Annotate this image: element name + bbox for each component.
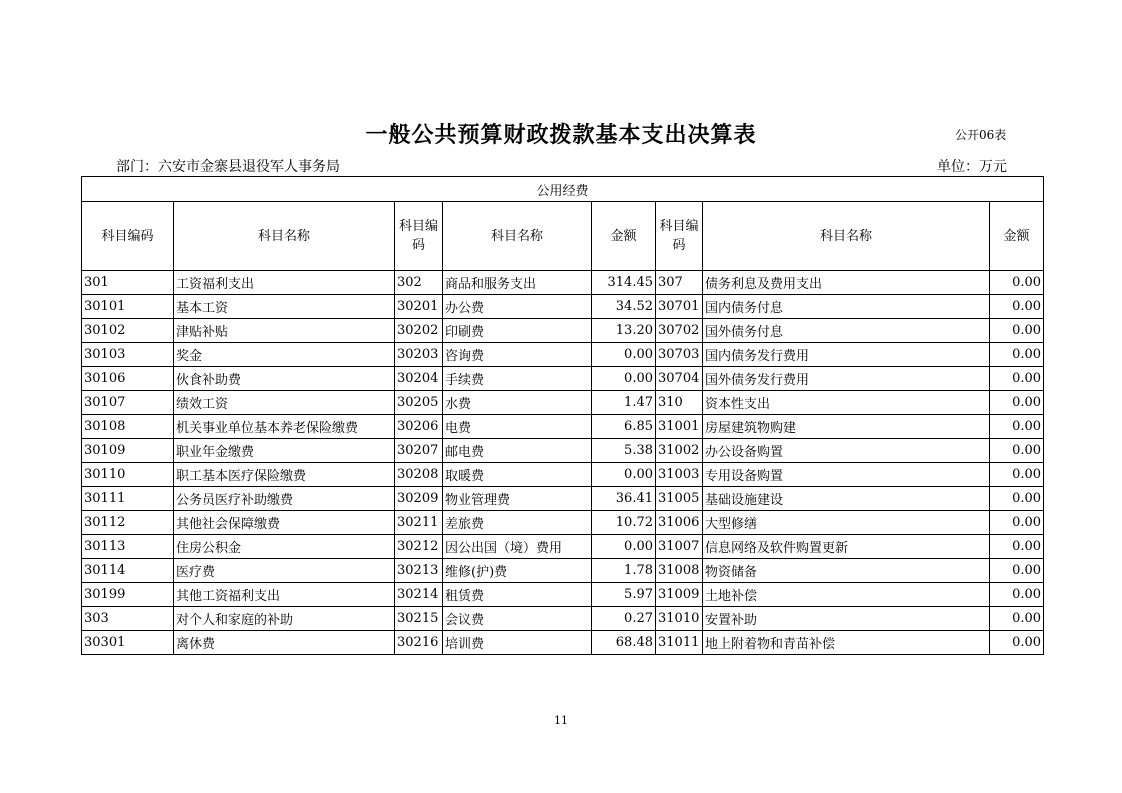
cell-code-1: 30301 bbox=[82, 631, 174, 655]
cell-name-3: 办公设备购置 bbox=[703, 439, 990, 463]
cell-name-1: 工资福利支出 bbox=[174, 271, 395, 295]
cell-name-3: 国外债务发行费用 bbox=[703, 367, 990, 391]
cell-name-3: 基础设施建设 bbox=[703, 487, 990, 511]
table-row bbox=[82, 295, 1044, 319]
table-body bbox=[82, 177, 1044, 655]
cell-name-3: 土地补偿 bbox=[703, 583, 990, 607]
cell-code-3: 31003 bbox=[656, 463, 703, 487]
cell-name-1: 机关事业单位基本养老保险缴费 bbox=[174, 415, 395, 439]
cell-name-3: 资本性支出 bbox=[703, 391, 990, 415]
cell-code-3: 30703 bbox=[656, 343, 703, 367]
cell-name-1: 职工基本医疗保险缴费 bbox=[174, 463, 395, 487]
cell-code-2: 302 bbox=[395, 271, 443, 295]
cell-amount-2: 5.38 bbox=[592, 439, 656, 463]
cell-code-2: 30215 bbox=[395, 607, 443, 631]
cell-name-2: 取暖费 bbox=[443, 463, 592, 487]
cell-amount-2: 13.20 bbox=[592, 319, 656, 343]
col-header-amount-2: 金额 bbox=[592, 202, 656, 271]
cell-name-1: 绩效工资 bbox=[174, 391, 395, 415]
cell-name-1: 职业年金缴费 bbox=[174, 439, 395, 463]
table-row bbox=[82, 391, 1044, 415]
cell-amount-3: 0.00 bbox=[990, 295, 1044, 319]
cell-code-2: 30216 bbox=[395, 631, 443, 655]
form-number: 公开06表 bbox=[955, 128, 1007, 142]
page-number: 11 bbox=[554, 714, 568, 727]
cell-code-1: 30108 bbox=[82, 415, 174, 439]
cell-name-3: 物资储备 bbox=[703, 559, 990, 583]
table-row bbox=[82, 487, 1044, 511]
cell-name-3: 地上附着物和青苗补偿 bbox=[703, 631, 990, 655]
cell-amount-3: 0.00 bbox=[990, 607, 1044, 631]
cell-name-1: 离休费 bbox=[174, 631, 395, 655]
cell-amount-2: 1.78 bbox=[592, 559, 656, 583]
cell-amount-3: 0.00 bbox=[990, 631, 1044, 655]
cell-code-2: 30205 bbox=[395, 391, 443, 415]
cell-code-3: 30704 bbox=[656, 367, 703, 391]
cell-code-2: 30203 bbox=[395, 343, 443, 367]
cell-code-3: 30701 bbox=[656, 295, 703, 319]
table-row bbox=[82, 367, 1044, 391]
cell-name-2: 水费 bbox=[443, 391, 592, 415]
report-title: 一般公共预算财政拨款基本支出决算表 bbox=[365, 122, 757, 148]
cell-name-1: 基本工资 bbox=[174, 295, 395, 319]
cell-name-2: 商品和服务支出 bbox=[443, 271, 592, 295]
table-row bbox=[82, 535, 1044, 559]
cell-amount-3: 0.00 bbox=[990, 415, 1044, 439]
table-row bbox=[82, 271, 1044, 295]
cell-amount-2: 0.00 bbox=[592, 367, 656, 391]
cell-code-2: 30212 bbox=[395, 535, 443, 559]
table-row bbox=[82, 559, 1044, 583]
cell-name-3: 债务利息及费用支出 bbox=[703, 271, 990, 295]
cell-name-3: 安置补助 bbox=[703, 607, 990, 631]
cell-amount-2: 0.00 bbox=[592, 343, 656, 367]
cell-amount-3: 0.00 bbox=[990, 487, 1044, 511]
cell-code-2: 30211 bbox=[395, 511, 443, 535]
cell-amount-3: 0.00 bbox=[990, 391, 1044, 415]
cell-amount-3: 0.00 bbox=[990, 463, 1044, 487]
cell-name-3: 国内债务发行费用 bbox=[703, 343, 990, 367]
cell-name-1: 其他工资福利支出 bbox=[174, 583, 395, 607]
group-label: 公用经费 bbox=[82, 177, 1044, 202]
cell-amount-2: 5.97 bbox=[592, 583, 656, 607]
cell-name-2: 培训费 bbox=[443, 631, 592, 655]
cell-code-1: 30110 bbox=[82, 463, 174, 487]
cell-code-1: 30111 bbox=[82, 487, 174, 511]
cell-amount-3: 0.00 bbox=[990, 535, 1044, 559]
table-row bbox=[82, 463, 1044, 487]
cell-code-1: 30112 bbox=[82, 511, 174, 535]
cell-name-1: 奖金 bbox=[174, 343, 395, 367]
cell-code-1: 301 bbox=[82, 271, 174, 295]
cell-code-1: 30107 bbox=[82, 391, 174, 415]
table-row bbox=[82, 439, 1044, 463]
cell-amount-2: 0.00 bbox=[592, 463, 656, 487]
cell-name-1: 住房公积金 bbox=[174, 535, 395, 559]
cell-code-3: 31007 bbox=[656, 535, 703, 559]
cell-code-3: 31001 bbox=[656, 415, 703, 439]
cell-name-1: 其他社会保障缴费 bbox=[174, 511, 395, 535]
col-header-code-1: 科目编码 bbox=[82, 202, 174, 271]
cell-amount-2: 34.52 bbox=[592, 295, 656, 319]
cell-code-2: 30201 bbox=[395, 295, 443, 319]
department-label: 部门：六安市金寨县退役军人事务局 bbox=[116, 159, 340, 175]
cell-code-1: 30109 bbox=[82, 439, 174, 463]
cell-amount-2: 10.72 bbox=[592, 511, 656, 535]
cell-name-2: 租赁费 bbox=[443, 583, 592, 607]
cell-amount-3: 0.00 bbox=[990, 319, 1044, 343]
cell-name-2: 咨询费 bbox=[443, 343, 592, 367]
cell-amount-3: 0.00 bbox=[990, 439, 1044, 463]
cell-code-3: 31008 bbox=[656, 559, 703, 583]
expenditure-table bbox=[81, 176, 1044, 655]
cell-name-2: 因公出国（境）费用 bbox=[443, 535, 592, 559]
cell-code-2: 30214 bbox=[395, 583, 443, 607]
cell-name-1: 伙食补助费 bbox=[174, 367, 395, 391]
cell-name-3: 国外债务付息 bbox=[703, 319, 990, 343]
cell-code-1: 30199 bbox=[82, 583, 174, 607]
cell-code-3: 31002 bbox=[656, 439, 703, 463]
table-row bbox=[82, 319, 1044, 343]
cell-name-3: 大型修缮 bbox=[703, 511, 990, 535]
cell-code-3: 31005 bbox=[656, 487, 703, 511]
cell-code-1: 30103 bbox=[82, 343, 174, 367]
cell-code-3: 31006 bbox=[656, 511, 703, 535]
cell-name-2: 差旅费 bbox=[443, 511, 592, 535]
cell-code-2: 30202 bbox=[395, 319, 443, 343]
cell-amount-2: 1.47 bbox=[592, 391, 656, 415]
cell-code-1: 30114 bbox=[82, 559, 174, 583]
col-header-amount-3: 金额 bbox=[990, 202, 1044, 271]
col-header-code-3: 科目编码 bbox=[656, 202, 703, 271]
table-row bbox=[82, 415, 1044, 439]
cell-amount-2: 314.45 bbox=[592, 271, 656, 295]
cell-amount-2: 0.00 bbox=[592, 535, 656, 559]
group-header-row bbox=[82, 177, 1044, 202]
cell-amount-3: 0.00 bbox=[990, 271, 1044, 295]
cell-amount-3: 0.00 bbox=[990, 367, 1044, 391]
cell-name-2: 物业管理费 bbox=[443, 487, 592, 511]
cell-amount-3: 0.00 bbox=[990, 511, 1044, 535]
cell-amount-3: 0.00 bbox=[990, 343, 1044, 367]
cell-code-2: 30207 bbox=[395, 439, 443, 463]
cell-name-2: 维修(护)费 bbox=[443, 559, 592, 583]
cell-code-2: 30204 bbox=[395, 367, 443, 391]
cell-name-2: 办公费 bbox=[443, 295, 592, 319]
cell-code-1: 30106 bbox=[82, 367, 174, 391]
cell-name-1: 津贴补贴 bbox=[174, 319, 395, 343]
cell-name-2: 手续费 bbox=[443, 367, 592, 391]
cell-name-3: 国内债务付息 bbox=[703, 295, 990, 319]
table-row bbox=[82, 583, 1044, 607]
cell-name-3: 房屋建筑物购建 bbox=[703, 415, 990, 439]
cell-code-2: 30206 bbox=[395, 415, 443, 439]
col-header-code-2: 科目编码 bbox=[395, 202, 443, 271]
cell-amount-3: 0.00 bbox=[990, 559, 1044, 583]
col-header-name-2: 科目名称 bbox=[443, 202, 592, 271]
cell-amount-2: 36.41 bbox=[592, 487, 656, 511]
cell-name-2: 电费 bbox=[443, 415, 592, 439]
cell-code-3: 31011 bbox=[656, 631, 703, 655]
cell-amount-3: 0.00 bbox=[990, 583, 1044, 607]
cell-code-3: 31010 bbox=[656, 607, 703, 631]
cell-code-1: 30101 bbox=[82, 295, 174, 319]
cell-amount-2: 6.85 bbox=[592, 415, 656, 439]
table-row bbox=[82, 631, 1044, 655]
cell-name-1: 公务员医疗补助缴费 bbox=[174, 487, 395, 511]
cell-name-2: 印刷费 bbox=[443, 319, 592, 343]
cell-code-1: 303 bbox=[82, 607, 174, 631]
cell-name-2: 会议费 bbox=[443, 607, 592, 631]
col-header-name-3: 科目名称 bbox=[703, 202, 990, 271]
table-row bbox=[82, 343, 1044, 367]
cell-name-1: 医疗费 bbox=[174, 559, 395, 583]
cell-name-2: 邮电费 bbox=[443, 439, 592, 463]
cell-code-3: 31009 bbox=[656, 583, 703, 607]
cell-name-3: 信息网络及软件购置更新 bbox=[703, 535, 990, 559]
cell-code-2: 30213 bbox=[395, 559, 443, 583]
cell-code-2: 30208 bbox=[395, 463, 443, 487]
table-row bbox=[82, 607, 1044, 631]
cell-code-1: 30113 bbox=[82, 535, 174, 559]
cell-amount-2: 68.48 bbox=[592, 631, 656, 655]
unit-label: 单位：万元 bbox=[937, 159, 1007, 175]
cell-code-1: 30102 bbox=[82, 319, 174, 343]
cell-name-1: 对个人和家庭的补助 bbox=[174, 607, 395, 631]
cell-amount-2: 0.27 bbox=[592, 607, 656, 631]
cell-name-3: 专用设备购置 bbox=[703, 463, 990, 487]
table-row bbox=[82, 511, 1044, 535]
cell-code-3: 310 bbox=[656, 391, 703, 415]
cell-code-3: 30702 bbox=[656, 319, 703, 343]
cell-code-3: 307 bbox=[656, 271, 703, 295]
cell-code-2: 30209 bbox=[395, 487, 443, 511]
col-header-name-1: 科目名称 bbox=[174, 202, 395, 271]
column-header-row bbox=[82, 202, 1044, 271]
